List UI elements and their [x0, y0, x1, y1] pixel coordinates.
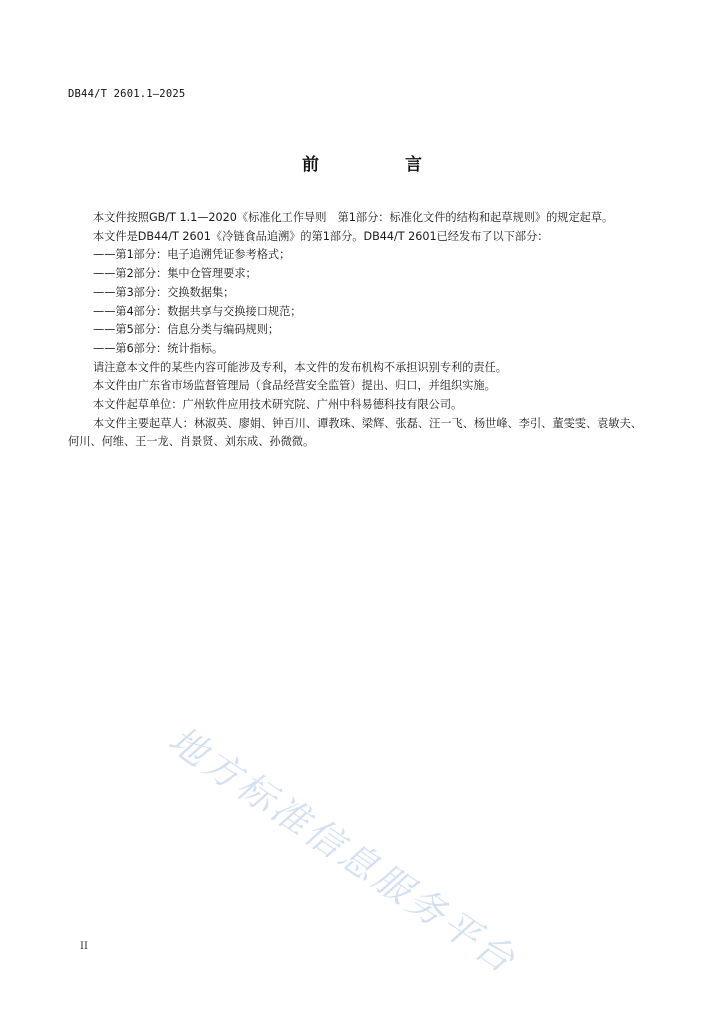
- list-item-part-1: ——第1部分：电子追溯凭证参考格式；: [93, 248, 291, 262]
- list-item-part-3: ——第3部分：交换数据集；: [93, 285, 235, 299]
- paragraph-proposer: 本文件由广东省市场监督管理局（食品经营安全监管）提出、归口，并组织实施。: [93, 379, 496, 393]
- list-item-part-5: ——第5部分：信息分类与编码规则；: [93, 323, 280, 337]
- list-item-part-4: ——第4部分：数据共享与交换接口规范；: [93, 304, 302, 318]
- paragraph-drafters: 本文件主要起草人：林淑英、廖娟、钟百川、谭教珠、梁辉、张磊、汪一飞、杨世峰、李引、董雯雯、袁敏夫、何川、何维、王一龙、肖景贤、刘东成、孙微微。: [68, 416, 642, 449]
- list-item-part-6: ——第6部分：统计指标。: [93, 341, 224, 355]
- paragraph-drafting-rules: 本文件按照GB/T 1.1—2020《标准化工作导则 第1部分：标准化文件的结构和起草规则》的规定起草。: [93, 211, 614, 224]
- watermark-text: 地方标准信息服务平台: [161, 718, 525, 983]
- paragraph-drafting-units: 本文件起草单位：广州软件应用技术研究院、广州中科易德科技有限公司。: [93, 398, 463, 412]
- paragraph-series-intro: 本文件是DB44/T 2601《冷链食品追溯》的第1部分。DB44/T 2601已经发布了以下部分：: [93, 229, 549, 243]
- page-number: II: [80, 941, 88, 952]
- document-number: DB44/T 2601.1—2025: [68, 88, 186, 100]
- page-title: 前 言: [302, 155, 462, 175]
- foreword-body: [68, 209, 642, 452]
- list-item-part-2: ——第2部分：集中仓管理要求；: [93, 267, 257, 281]
- paragraph-patent-notice: 请注意本文件的某些内容可能涉及专利，本文件的发布机构不承担识别专利的责任。: [93, 360, 507, 374]
